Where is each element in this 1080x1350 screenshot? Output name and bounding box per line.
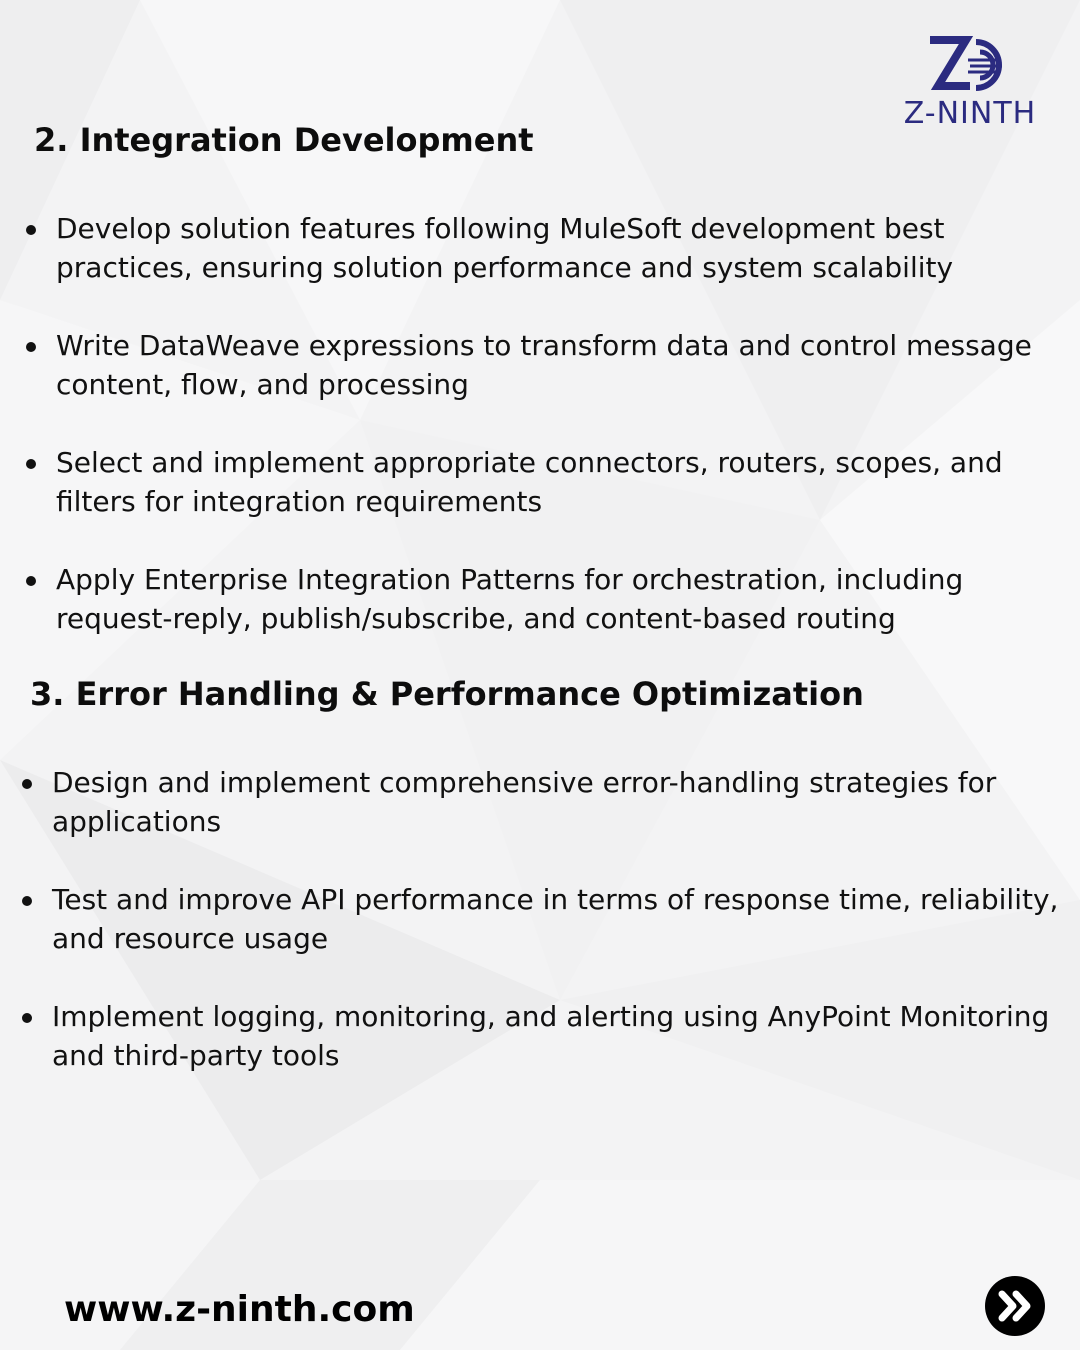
website-link[interactable]: www.z-ninth.com — [64, 1289, 415, 1330]
brand-name: Z-NINTH — [903, 96, 1037, 131]
section-title-integration-development: 2. Integration Development — [34, 121, 534, 159]
list-item-text: Test and improve API performance in terms of response time, reliability, and resource usage — [52, 883, 1059, 955]
list-item-text: Apply Enterprise Integration Patterns for orchestration, including request-reply, publish/subscribe, and content-based routing — [56, 563, 964, 635]
bullet-icon — [22, 1013, 32, 1023]
integration-development-list — [56, 209, 1056, 638]
list-item — [56, 560, 1056, 638]
next-page-button[interactable] — [985, 1276, 1045, 1336]
list-item-text: Select and implement appropriate connectors, routers, scopes, and filters for integration requirements — [56, 446, 1003, 518]
z-ninth-logo-icon — [926, 34, 1016, 96]
bullet-icon — [26, 225, 36, 235]
list-item-text: Develop solution features following MuleSoft development best practices, ensuring solution performance and system scalability — [56, 212, 954, 284]
section-title-error-handling: 3. Error Handling & Performance Optimization — [30, 675, 864, 713]
list-item — [52, 880, 1062, 958]
list-item — [52, 763, 1062, 841]
bullet-icon — [26, 576, 36, 586]
list-item — [56, 326, 1056, 404]
bullet-icon — [22, 779, 32, 789]
brand-logo — [900, 34, 1040, 134]
list-item-text: Write DataWeave expressions to transform data and control message content, flow, and processing — [56, 329, 1032, 401]
list-item — [56, 443, 1056, 521]
error-handling-list — [52, 763, 1062, 1075]
bullet-icon — [22, 896, 32, 906]
bullet-icon — [26, 342, 36, 352]
bullet-icon — [26, 459, 36, 469]
list-item-text: Implement logging, monitoring, and alerting using AnyPoint Monitoring and third-party tools — [52, 1000, 1050, 1072]
list-item — [56, 209, 1056, 287]
list-item — [52, 997, 1062, 1075]
double-chevron-right-icon — [985, 1276, 1045, 1336]
list-item-text: Design and implement comprehensive error-handling strategies for applications — [52, 766, 997, 838]
